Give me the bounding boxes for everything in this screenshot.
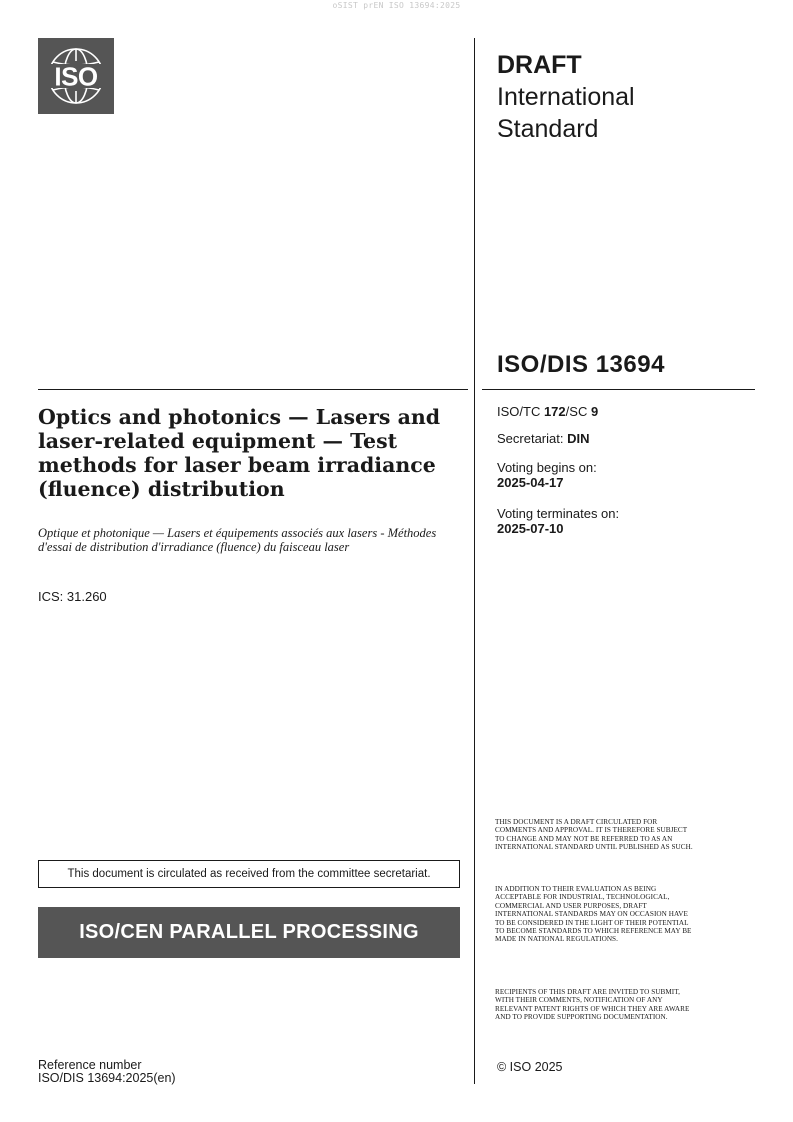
voting-begins-label: Voting begins on:: [497, 460, 597, 475]
voting-begins: [497, 460, 597, 490]
committee-tc: 172: [543, 404, 566, 419]
secretariat-value: DIN: [567, 431, 590, 446]
committee: [497, 404, 598, 419]
international-label: International: [497, 83, 635, 111]
secretariat: [497, 431, 589, 446]
ics-code: ICS: 31.260: [38, 589, 107, 604]
document-subtitle-fr: Optique et photonique — Lasers et équipements associés aux lasers - Méthodes d'essai de distribution d'irradiance (fluence) du faisceau laser: [38, 526, 437, 554]
iso-globe-icon: [38, 38, 114, 114]
patent-notice: RECIPIENTS OF THIS DRAFT ARE INVITED TO SUBMIT, WITH THEIR COMMENTS, NOTIFICATION OF ANY RELEVANT PATENT RIGHTS OF WHICH THEY ARE AWARE AND TO PROVIDE SUPPORTING DOCUMENTATION.: [495, 988, 690, 1022]
reference-value: ISO/DIS 13694:2025(en): [38, 1071, 176, 1085]
committee-sc: 9: [590, 404, 599, 419]
voting-terminates: [497, 506, 619, 536]
circulation-note: This document is circulated as received from the committee secretariat.: [38, 860, 460, 888]
horizontal-divider-right: [482, 389, 755, 390]
committee-prefix: ISO/TC: [497, 404, 544, 419]
iso-logo: [38, 38, 114, 114]
watermark: oSIST prEN ISO 13694:2025: [332, 1, 461, 10]
committee-sep: /SC: [565, 404, 591, 419]
draft-notice: THIS DOCUMENT IS A DRAFT CIRCULATED FOR COMMENTS AND APPROVAL. IT IS THEREFORE SUBJECT TO CHANGE AND MAY NOT BE REFERRED TO AS AN INTERNATIONAL STANDARD UNTIL PUBLISHED AS SUCH.: [495, 818, 693, 852]
copyright: © ISO 2025: [497, 1060, 563, 1074]
standard-label: Standard: [497, 115, 599, 143]
voting-begins-date: 2025-04-17: [497, 475, 564, 490]
document-title: Optics and photonics — Lasers and laser-related equipment — Test methods for laser beam irradiance (fluence) distribution: [38, 405, 441, 501]
draft-label: DRAFT: [497, 51, 582, 79]
svg-text:ISO: ISO: [54, 61, 98, 92]
secretariat-label: Secretariat:: [497, 431, 568, 446]
reference-number: [38, 1059, 176, 1085]
parallel-processing-banner: ISO/CEN PARALLEL PROCESSING: [38, 907, 460, 958]
horizontal-divider-left: [38, 389, 468, 390]
vertical-divider: [474, 38, 475, 1084]
evaluation-notice: IN ADDITION TO THEIR EVALUATION AS BEING ACCEPTABLE FOR INDUSTRIAL, TECHNOLOGICAL, COMMERCIAL AND USER PURPOSES, DRAFT INTERNATIONAL STANDARDS MAY ON OCCASION HAVE TO BE CONSIDERED IN THE LIGHT OF THEIR POTENTIAL TO BECOME STANDARDS TO WHICH REFERENCE MAY BE MADE IN NATIONAL REGULATIONS.: [495, 885, 692, 944]
reference-label: Reference number: [38, 1058, 142, 1072]
document-id: ISO/DIS 13694: [497, 351, 665, 378]
voting-terminates-label: Voting terminates on:: [497, 506, 620, 521]
document-status: [497, 49, 635, 145]
voting-terminates-date: 2025-07-10: [497, 521, 564, 536]
